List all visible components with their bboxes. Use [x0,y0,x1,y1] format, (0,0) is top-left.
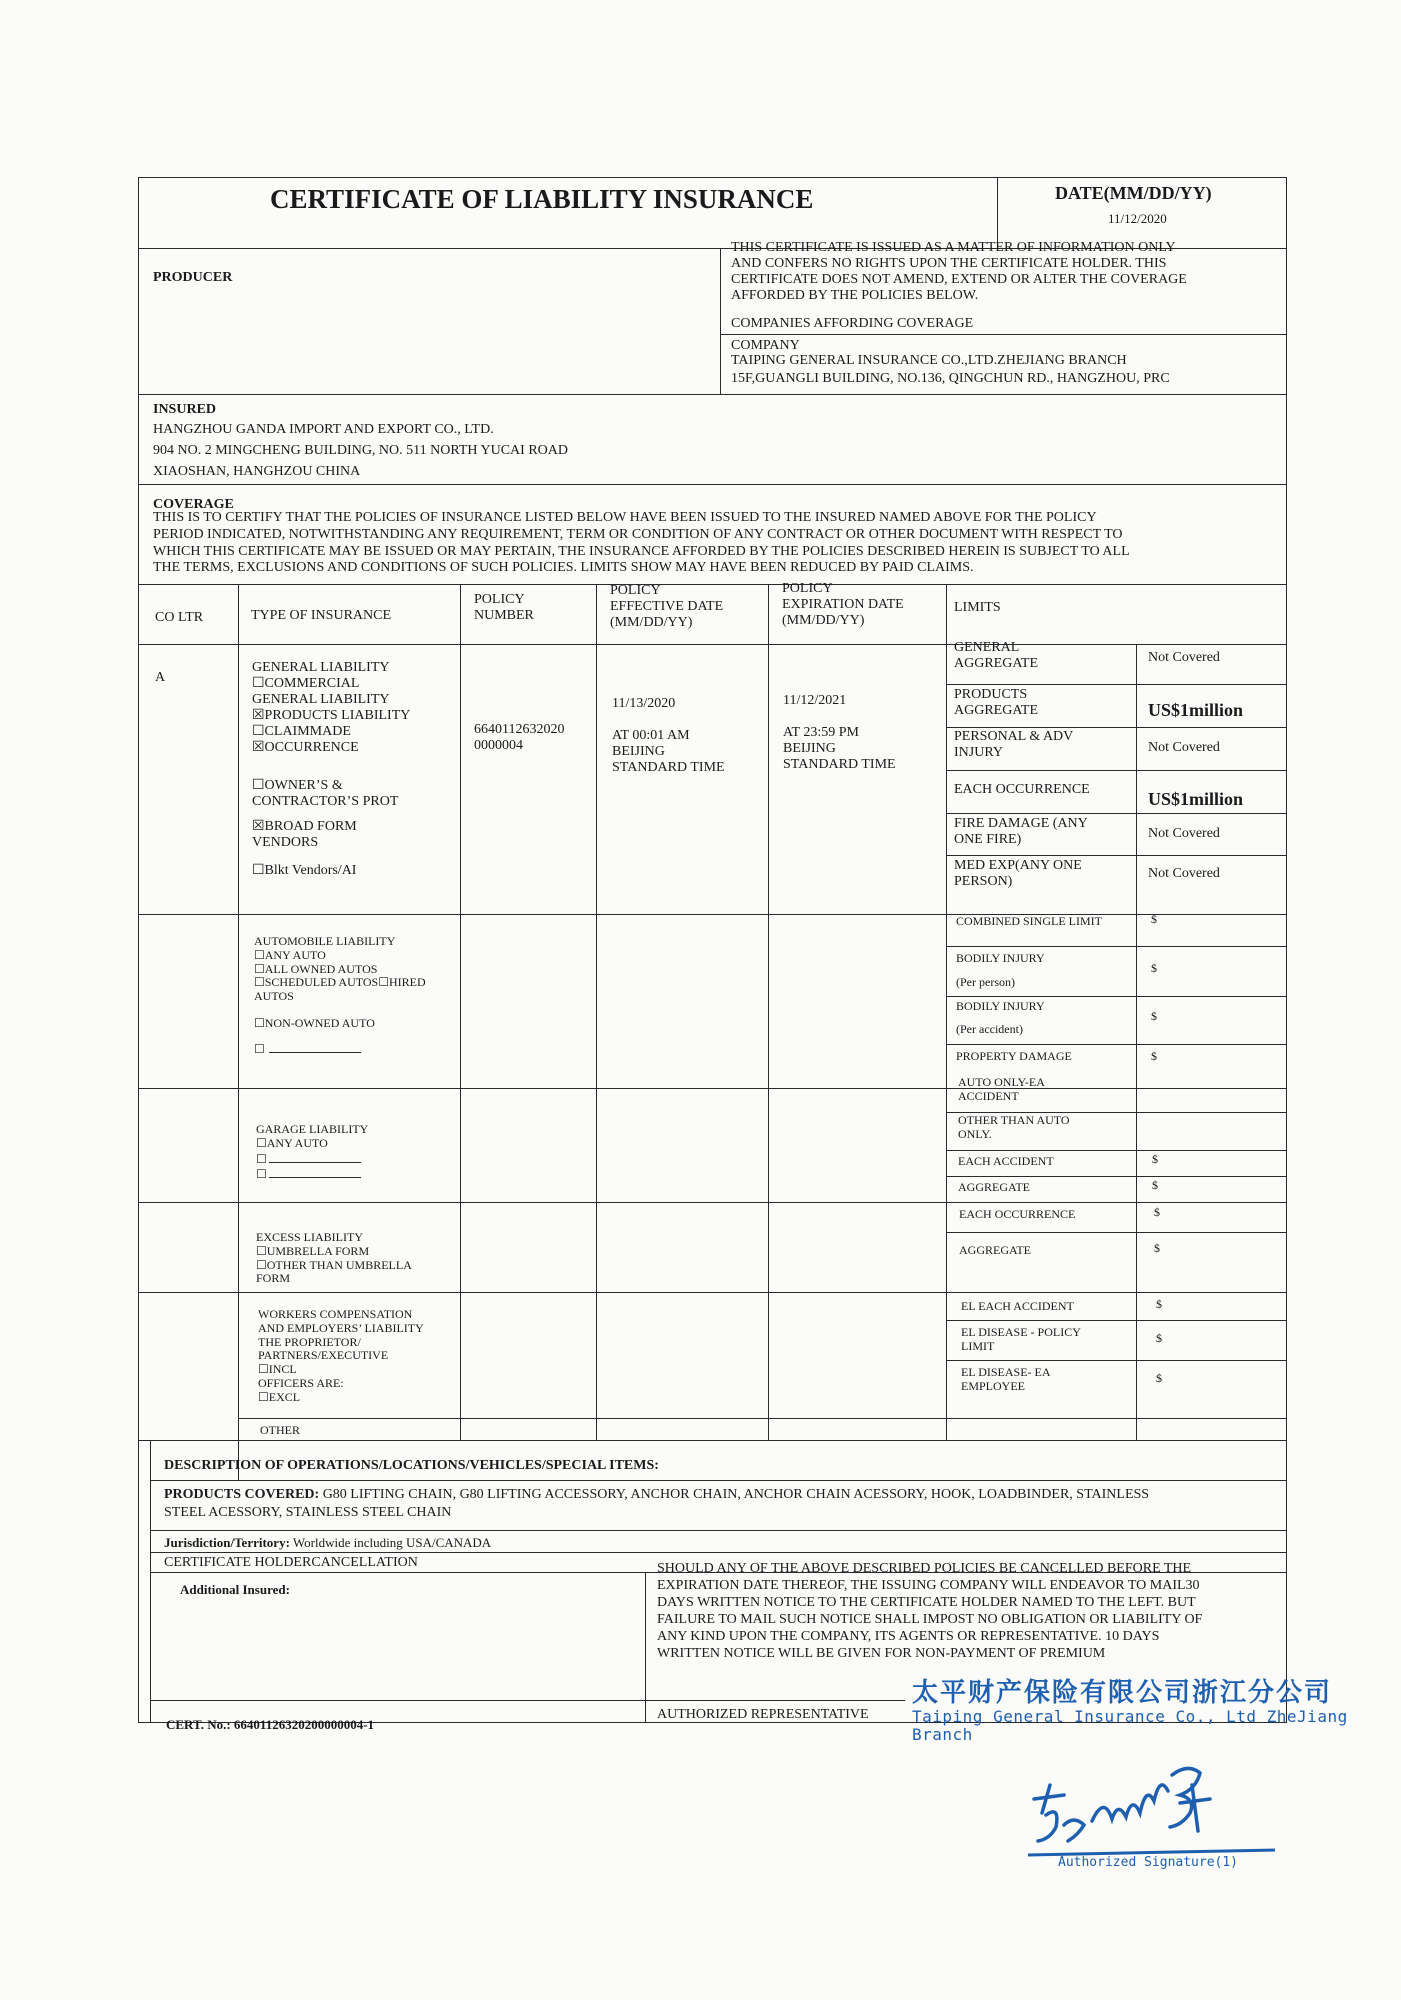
insured-label: INSURED [153,402,217,417]
limit-value-products-aggregate: US$1million [1148,700,1244,720]
limit-value-excess-each-occurrence: $ [1154,1205,1160,1219]
limit-label-bodily-injury-person: BODILY INJURY [956,951,1045,965]
cert-number: CERT. No.: 66401126320200000004-1 [166,1717,375,1732]
certificate-notice: THIS CERTIFICATE IS ISSUED AS A MATTER OF INFORMATION ONLY AND CONFERS NO RIGHTS UPON THE CERTIFICATE HOLDER. THIS CERTIFICATE DOES NOT AMEND, EXTEND OR ALTER THE COVERAGE AFFORDED BY THE POLICIES BELOW. [731,240,1187,304]
owners-contractors-prot: ☐OWNER’S & CONTRACTOR’S PROT [252,778,399,810]
limit-sub-per-accident: (Per accident) [956,1022,1023,1036]
products-covered: PRODUCTS COVERED: G80 LIFTING CHAIN, G80 LIFTING ACCESSORY, ANCHOR CHAIN, ANCHOR CHAIN ACESSORY, HOOK, LOADBINDER, STAINLESS [164,1487,1150,1502]
limit-value-excess-aggregate: $ [1154,1241,1160,1255]
certificate-holder-label: CERTIFICATE HOLDERCANCELLATION [164,1555,418,1570]
date-label: DATE(MM/DD/YY) [1055,183,1212,203]
blkt-vendors: ☐Blkt Vendors/AI [252,863,357,878]
limit-label-excess-each-occurrence: EACH OCCURRENCE [959,1207,1076,1221]
description-label: DESCRIPTION OF OPERATIONS/LOCATIONS/VEHICLES/SPECIAL ITEMS: [164,1458,659,1473]
company-address: 15F,GUANGLI BUILDING, NO.136, QINGCHUN RD., HANGZHOU, PRC [731,371,1170,386]
limit-value-bodily-injury-accident: $ [1151,1009,1157,1023]
limit-label-el-each-accident: EL EACH ACCIDENT [961,1299,1074,1313]
limit-label-fire-damage: FIRE DAMAGE (ANY ONE FIRE) [954,816,1088,848]
limit-value-med-exp: Not Covered [1148,866,1220,881]
other-label: OTHER [260,1423,300,1437]
broad-form-vendors: ☒BROAD FORM VENDORS [252,819,357,851]
coverage-text: THIS IS TO CERTIFY THAT THE POLICIES OF INSURANCE LISTED BELOW HAVE BEEN ISSUED TO THE INSURED NAMED ABOVE FOR THE POLICY PERIOD INDICATED, NOTWITHSTANDING ANY REQUIREMENT, TERM OR CONDITION OF ANY CONTRACT OR OTHER DOCUMENT WITH RESPECT TO WHICH THIS CERTIFICATE MAY BE ISSUED OR MAY PERTAIN, THE INSURANCE AFFORDED BY THE POLICIES DESCRIBED HEREIN IS SUBJECT TO ALL THE TERMS, EXCLUSIONS AND CONDITIONS OF SUCH POLICIES. LIMITS SHOW MAY HAVE BEEN REDUCED BY PAID CLAIMS. [153,510,1130,576]
expiration-date-value: 11/12/2021 AT 23:59 PM BEIJING STANDARD TIME [783,693,896,773]
col-effective-date: POLICY EFFECTIVE DATE (MM/DD/YY) [610,583,724,631]
limit-value-bodily-injury-person: $ [1151,961,1157,975]
policy-number-value: 6640112632020 0000004 [474,722,565,754]
limit-value-garage-aggregate: $ [1152,1178,1158,1192]
excess-liability-types: EXCESS LIABILITY ☐UMBRELLA FORM ☐OTHER THAN UMBRELLA FORM [256,1230,412,1286]
limit-label-other-than-auto: OTHER THAN AUTO ONLY. [958,1113,1070,1141]
coverage-label: COVERAGE [153,497,234,512]
company-name: TAIPING GENERAL INSURANCE CO.,LTD.ZHEJIANG BRANCH [731,353,1127,368]
limit-label-el-disease-employee: EL DISEASE- EA EMPLOYEE [961,1365,1051,1393]
garage-blank-option-2: ☐ [256,1167,361,1182]
limit-label-bodily-injury-accident: BODILY INJURY [956,999,1045,1013]
limit-value-combined-single: $ [1151,912,1157,926]
authorized-signature-caption: Authorized Signature(1) [1058,1855,1239,1870]
limit-value-fire-damage: Not Covered [1148,826,1220,841]
limit-label-combined-single: COMBINED SINGLE LIMIT [956,914,1102,928]
limit-label-garage-aggregate: AGGREGATE [958,1180,1030,1194]
companies-affording-label: COMPANIES AFFORDING COVERAGE [731,316,974,331]
col-limits: LIMITS [954,600,1001,615]
garage-liability-types: GARAGE LIABILITY ☐ANY AUTO [256,1122,369,1150]
co-ltr-value: A [155,670,166,685]
limit-label-property-damage: PROPERTY DAMAGE [956,1049,1072,1063]
certificate-title: CERTIFICATE OF LIABILITY INSURANCE [270,184,814,214]
garage-blank-option-1: ☐ [256,1152,361,1167]
workers-compensation-types: WORKERS COMPENSATION AND EMPLOYERS’ LIABILITY THE PROPRIETOR/ PARTNERS/EXECUTIVE ☐INCL OFFICERS ARE: ☐EXCL [258,1307,424,1404]
additional-insured-label: Additional Insured: [180,1582,290,1597]
general-liability-types: GENERAL LIABILITY ☐COMMERCIAL GENERAL LIABILITY ☒PRODUCTS LIABILITY ☐CLAIMMADE ☒OCCURRENCE [252,660,411,756]
producer-label: PRODUCER [153,270,233,285]
products-covered-continued: STEEL ACESSORY, STAINLESS STEEL CHAIN [164,1505,452,1520]
limit-value-personal-adv-injury: Not Covered [1148,740,1220,755]
limit-label-med-exp: MED EXP(ANY ONE PERSON) [954,858,1082,890]
company-label: COMPANY [731,338,800,353]
col-co-ltr: CO LTR [155,610,204,625]
limit-label-general-aggregate: GENERAL AGGREGATE [954,640,1038,672]
company-stamp-english: Taiping General Insurance Co., Ltd ZheJiang Branch [912,1707,1348,1745]
col-type-of-insurance: TYPE OF INSURANCE [251,608,392,623]
limit-label-each-accident: EACH ACCIDENT [958,1154,1054,1168]
limit-label-products-aggregate: PRODUCTS AGGREGATE [954,687,1038,719]
limit-label-auto-only-ea-accident: AUTO ONLY-EA ACCIDENT [958,1075,1045,1103]
insured-details: HANGZHOU GANDA IMPORT AND EXPORT CO., LTD. 904 NO. 2 MINGCHENG BUILDING, NO. 511 NORTH YUCAI ROAD XIAOSHAN, HANGHZOU CHINA [153,422,568,479]
limit-value-el-each-accident: $ [1156,1297,1162,1311]
auto-blank-option: ☐ [254,1042,361,1057]
limit-label-excess-aggregate: AGGREGATE [959,1243,1031,1257]
col-expiration-date: POLICY EXPIRATION DATE (MM/DD/YY) [782,581,904,629]
jurisdiction: Jurisdiction/Territory: Worldwide including USA/CANADA [164,1535,492,1550]
handwritten-signature [1020,1755,1280,1865]
non-owned-auto: ☐NON-OWNED AUTO [254,1016,375,1030]
limit-value-general-aggregate: Not Covered [1148,650,1220,665]
limit-value-property-damage: $ [1151,1049,1157,1063]
automobile-liability-types: AUTOMOBILE LIABILITY ☐ANY AUTO ☐ALL OWNED AUTOS ☐SCHEDULED AUTOS☐HIRED AUTOS [254,934,426,1004]
limit-label-el-disease-policy: EL DISEASE - POLICY LIMIT [961,1325,1081,1353]
limit-label-each-occurrence: EACH OCCURRENCE [954,782,1090,797]
authorized-representative-label: AUTHORIZED REPRESENTATIVE [657,1707,869,1722]
limit-value-el-disease-employee: $ [1156,1371,1162,1385]
company-stamp-chinese: 太平财产保险有限公司浙江分公司 [912,1678,1333,1707]
limit-label-personal-adv-injury: PERSONAL & ADV INJURY [954,729,1074,761]
limit-value-each-accident: $ [1152,1152,1158,1166]
effective-date-value: 11/13/2020 AT 00:01 AM BEIJING STANDARD TIME [612,696,725,776]
col-policy-number: POLICY NUMBER [474,592,534,624]
cancellation-notice: SHOULD ANY OF THE ABOVE DESCRIBED POLICIES BE CANCELLED BEFORE THE EXPIRATION DATE THEREOF, THE ISSUING COMPANY WILL ENDEAVOR TO MAIL30 DAYS WRITTEN NOTICE TO THE CERTIFICATE HOLDER NAMED TO THE LEFT. BUT FAILURE TO MAIL SUCH NOTICE SHALL IMPOST NO OBLIGATION OR LIABILITY OF ANY KIND UPON THE COMPANY, ITS AGENTS OR REPRESENTATIVE. 10 DAYS WRITTEN NOTICE WILL BE GIVEN FOR NON-PAYMENT OF PREMIUM [657,1561,1203,1662]
limit-value-each-occurrence: US$1million [1148,789,1244,809]
limit-value-el-disease-policy: $ [1156,1331,1162,1345]
date-value: 11/12/2020 [1108,211,1167,226]
limit-sub-per-person: (Per person) [956,975,1015,989]
